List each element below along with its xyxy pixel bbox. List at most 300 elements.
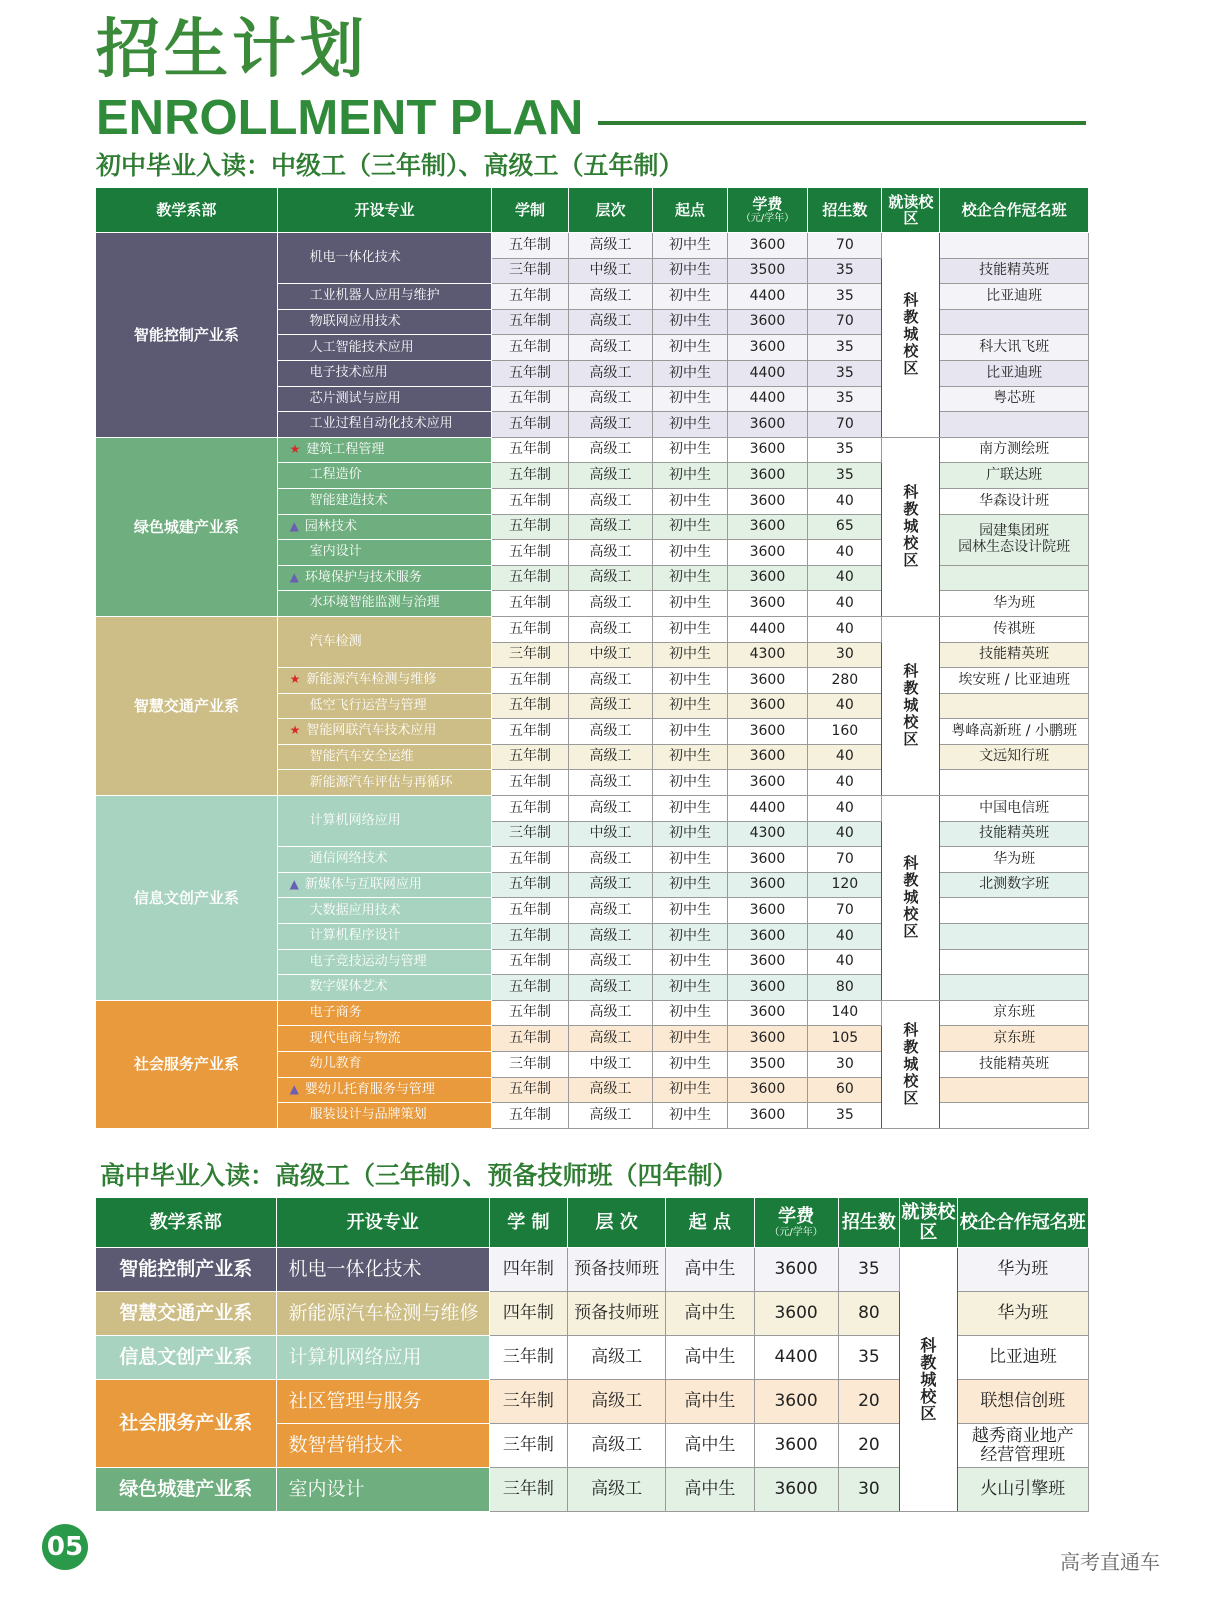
- system-cell: 三年制: [492, 642, 568, 668]
- start-cell: 初中生: [653, 719, 727, 745]
- coop-cell: [940, 1077, 1089, 1103]
- page-title-zh: 招生计划: [96, 13, 368, 87]
- quota-cell: 70: [808, 412, 882, 438]
- quota-cell: 35: [808, 335, 882, 361]
- fee-cell: 3600: [727, 847, 808, 873]
- start-cell: 初中生: [653, 1000, 727, 1026]
- level-cell: 高级工: [568, 796, 653, 822]
- fee-cell: 3600: [754, 1248, 838, 1292]
- major-label: 机电一体化技术: [309, 249, 401, 265]
- fee-cell: 3600: [727, 1000, 808, 1026]
- campus-cell: [882, 796, 940, 1001]
- system-cell: 五年制: [492, 847, 568, 873]
- fee-cell: 4400: [727, 360, 808, 386]
- table-header-row: [96, 188, 1089, 233]
- coop-cell: [940, 233, 1089, 259]
- system-cell: 三年制: [492, 258, 568, 284]
- quota-cell: 120: [808, 872, 882, 898]
- major-label: 服装设计与品牌策划: [309, 1107, 427, 1123]
- major-cell: 机电一体化技术: [276, 1248, 489, 1292]
- major-label: 数字媒体艺术: [309, 979, 388, 995]
- triangle-icon: ▲: [289, 1081, 299, 1096]
- system-cell: 五年制: [492, 1000, 568, 1026]
- system-cell: 四年制: [489, 1248, 567, 1292]
- coop-cell: 火山引擎班: [957, 1468, 1088, 1512]
- dept-cell: 信息文创产业系: [96, 1336, 277, 1380]
- quota-cell: 40: [808, 540, 882, 566]
- quota-cell: 65: [808, 514, 882, 540]
- major-cell: 室内设计: [276, 1468, 489, 1512]
- start-cell: 初中生: [653, 744, 727, 770]
- fee-label: 学费: [752, 195, 783, 214]
- quota-cell: 40: [808, 821, 882, 847]
- level-cell: 高级工: [568, 360, 653, 386]
- level-cell: 高级工: [568, 591, 653, 617]
- system-cell: 五年制: [492, 309, 568, 335]
- fee-cell: 3600: [727, 412, 808, 438]
- fee-cell: 3600: [727, 1026, 808, 1052]
- page-number: 05: [42, 1524, 88, 1570]
- coop-cell: [940, 693, 1089, 719]
- fee-cell: 3600: [727, 591, 808, 617]
- quota-cell: 30: [808, 642, 882, 668]
- major-label: 计算机程序设计: [309, 928, 401, 944]
- system-cell: 五年制: [492, 872, 568, 898]
- coop-cell: 粤芯班: [940, 386, 1089, 412]
- major-cell: 新能源汽车检测与维修: [276, 1292, 489, 1336]
- fee-cell: 3600: [727, 309, 808, 335]
- major-cell: [277, 463, 492, 489]
- start-cell: 初中生: [653, 233, 727, 259]
- coop-cell: [940, 412, 1089, 438]
- level-cell: 高级工: [568, 975, 653, 1001]
- start-cell: 初中生: [653, 616, 727, 642]
- campus-label: 科教城校区: [903, 854, 919, 941]
- start-cell: 高中生: [666, 1248, 754, 1292]
- col-start: 起 点: [666, 1198, 754, 1248]
- coop-cell: 广联达班: [940, 463, 1089, 489]
- level-cell: 高级工: [567, 1336, 665, 1380]
- start-cell: 初中生: [653, 540, 727, 566]
- fee-unit: （元/学年）: [740, 212, 795, 224]
- start-cell: 初中生: [653, 642, 727, 668]
- system-cell: 五年制: [492, 360, 568, 386]
- level-cell: 高级工: [568, 565, 653, 591]
- level-cell: 中级工: [568, 258, 653, 284]
- major-cell: [277, 744, 492, 770]
- major-cell: 数智营销技术: [276, 1424, 489, 1468]
- fee-cell: 4300: [727, 642, 808, 668]
- level-cell: 高级工: [568, 616, 653, 642]
- fee-cell: 3600: [727, 975, 808, 1001]
- campus-cell: [882, 1000, 940, 1128]
- major-cell: [277, 335, 492, 361]
- level-cell: 高级工: [568, 1000, 653, 1026]
- coop-cell: 埃安班 / 比亚迪班: [940, 668, 1089, 694]
- major-label: 幼儿教育: [309, 1056, 362, 1072]
- quota-cell: 35: [808, 284, 882, 310]
- enrollment-table-junior: [95, 187, 1089, 1129]
- fee-cell: 4400: [727, 284, 808, 310]
- table-header-row: [96, 1198, 1089, 1248]
- fee-cell: 3600: [727, 1103, 808, 1129]
- start-cell: 初中生: [653, 821, 727, 847]
- fee-cell: 3600: [727, 898, 808, 924]
- start-cell: 初中生: [653, 924, 727, 950]
- col-coop: 校企合作冠名班: [957, 1198, 1088, 1248]
- quota-cell: 35: [808, 437, 882, 463]
- table-row: [96, 616, 1089, 642]
- col-quota: 招生数: [808, 188, 882, 233]
- major-cell: [277, 386, 492, 412]
- col-quota: 招生数: [838, 1198, 900, 1248]
- major-cell: [277, 1077, 492, 1103]
- major-label: 建筑工程管理: [306, 441, 385, 457]
- start-cell: 初中生: [653, 898, 727, 924]
- coop-cell: 华森设计班: [940, 488, 1089, 514]
- major-cell: [277, 949, 492, 975]
- table-row: [96, 1248, 1089, 1292]
- major-label: 电子商务: [309, 1004, 362, 1020]
- major-cell: [277, 975, 492, 1001]
- major-cell: [277, 924, 492, 950]
- coop-cell: [940, 309, 1089, 335]
- quota-cell: 20: [838, 1424, 900, 1468]
- campus-label: 科教城校区: [920, 1336, 937, 1423]
- col-fee: [754, 1198, 838, 1248]
- start-cell: 初中生: [653, 770, 727, 796]
- fee-cell: 3600: [727, 335, 808, 361]
- level-cell: 预备技师班: [567, 1292, 665, 1336]
- level-cell: 高级工: [568, 872, 653, 898]
- system-cell: 五年制: [492, 463, 568, 489]
- fee-label: 学费: [778, 1206, 815, 1228]
- system-cell: 五年制: [492, 412, 568, 438]
- major-label: 芯片测试与应用: [309, 390, 401, 406]
- major-label: 园林技术: [304, 518, 357, 534]
- quota-cell: 60: [808, 1077, 882, 1103]
- coop-cell: [940, 565, 1089, 591]
- level-cell: 高级工: [568, 284, 653, 310]
- coop-cell: 京东班: [940, 1000, 1089, 1026]
- quota-cell: 35: [838, 1336, 900, 1380]
- coop-cell: 中国电信班: [940, 796, 1089, 822]
- level-cell: 高级工: [568, 335, 653, 361]
- level-cell: 高级工: [568, 1026, 653, 1052]
- system-cell: 五年制: [492, 540, 568, 566]
- major-cell: [277, 668, 492, 694]
- quota-cell: 80: [808, 975, 882, 1001]
- col-dept: 教学系部: [96, 1198, 277, 1248]
- quota-cell: 70: [808, 309, 882, 335]
- fee-cell: 3600: [727, 514, 808, 540]
- major-cell: [277, 233, 492, 284]
- level-cell: 高级工: [568, 719, 653, 745]
- start-cell: 高中生: [666, 1336, 754, 1380]
- major-cell: [277, 360, 492, 386]
- start-cell: 初中生: [653, 1026, 727, 1052]
- level-cell: 高级工: [568, 668, 653, 694]
- col-start: 起点: [653, 188, 727, 233]
- fee-cell: 3600: [727, 719, 808, 745]
- system-cell: 四年制: [489, 1292, 567, 1336]
- system-cell: 三年制: [492, 1052, 568, 1078]
- start-cell: 高中生: [666, 1292, 754, 1336]
- system-cell: 五年制: [492, 386, 568, 412]
- fee-cell: 3600: [727, 693, 808, 719]
- col-system: 学制: [492, 188, 568, 233]
- quota-cell: 40: [808, 796, 882, 822]
- start-cell: 初中生: [653, 386, 727, 412]
- campus-cell: [882, 437, 940, 616]
- coop-cell: 比亚迪班: [940, 284, 1089, 310]
- start-cell: 初中生: [653, 1103, 727, 1129]
- major-cell: [277, 770, 492, 796]
- start-cell: 初中生: [653, 872, 727, 898]
- watermark: 高考直通车: [1060, 1550, 1160, 1574]
- start-cell: 初中生: [653, 975, 727, 1001]
- major-label: 大数据应用技术: [309, 902, 401, 918]
- major-cell: [277, 514, 492, 540]
- quota-cell: 40: [808, 693, 882, 719]
- major-cell: [277, 437, 492, 463]
- major-label: 现代电商与物流: [309, 1030, 401, 1046]
- fee-cell: 3600: [727, 233, 808, 259]
- major-cell: [277, 898, 492, 924]
- system-cell: 五年制: [492, 924, 568, 950]
- dept-cell: 社会服务产业系: [96, 1380, 277, 1468]
- dept-cell: 社会服务产业系: [96, 1000, 278, 1128]
- system-cell: 三年制: [492, 821, 568, 847]
- quota-cell: 40: [808, 770, 882, 796]
- triangle-icon: ▲: [289, 518, 299, 533]
- level-cell: 高级工: [568, 437, 653, 463]
- major-cell: [277, 693, 492, 719]
- fee-cell: 3500: [727, 1052, 808, 1078]
- major-label: 电子竞技运动与管理: [309, 953, 427, 969]
- fee-cell: 3600: [727, 565, 808, 591]
- coop-cell: 传祺班: [940, 616, 1089, 642]
- fee-cell: 3600: [727, 668, 808, 694]
- dept-cell: 绿色城建产业系: [96, 437, 278, 616]
- system-cell: 三年制: [489, 1424, 567, 1468]
- col-level: 层 次: [567, 1198, 665, 1248]
- coop-cell: 北测数字班: [940, 872, 1089, 898]
- quota-cell: 40: [808, 565, 882, 591]
- level-cell: 中级工: [568, 821, 653, 847]
- major-label: 工程造价: [309, 467, 362, 483]
- fee-unit: （元/学年）: [769, 1226, 823, 1238]
- major-label: 新能源汽车评估与再循环: [309, 774, 453, 790]
- system-cell: 五年制: [492, 514, 568, 540]
- major-cell: 社区管理与服务: [276, 1380, 489, 1424]
- quota-cell: 35: [808, 360, 882, 386]
- enrollment-table-senior: [95, 1197, 1089, 1512]
- fee-cell: 4400: [727, 616, 808, 642]
- quota-cell: 30: [838, 1468, 900, 1512]
- level-cell: 高级工: [568, 488, 653, 514]
- fee-cell: 4300: [727, 821, 808, 847]
- quota-cell: 30: [808, 1052, 882, 1078]
- major-cell: [277, 540, 492, 566]
- col-level: 层次: [568, 188, 653, 233]
- major-label: 室内设计: [309, 544, 362, 560]
- fee-cell: 4400: [727, 386, 808, 412]
- level-cell: 预备技师班: [567, 1248, 665, 1292]
- major-label: 人工智能技术应用: [309, 339, 414, 355]
- start-cell: 初中生: [653, 668, 727, 694]
- quota-cell: 160: [808, 719, 882, 745]
- system-cell: 五年制: [492, 437, 568, 463]
- start-cell: 初中生: [653, 463, 727, 489]
- level-cell: 高级工: [567, 1380, 665, 1424]
- coop-cell: [940, 770, 1089, 796]
- major-label: 汽车检测: [309, 633, 362, 649]
- section2-subtitle: 高中毕业入读：高级工（三年制）、预备技师班（四年制）: [100, 1161, 738, 1190]
- start-cell: 初中生: [653, 335, 727, 361]
- coop-cell: [940, 975, 1089, 1001]
- major-label: 新媒体与互联网应用: [304, 876, 422, 892]
- campus-cell: [882, 233, 940, 438]
- start-cell: 初中生: [653, 437, 727, 463]
- major-cell: [277, 1103, 492, 1129]
- campus-label: 科教城校区: [903, 1020, 919, 1107]
- coop-cell: [940, 949, 1089, 975]
- coop-cell: 粤峰高新班 / 小鹏班: [940, 719, 1089, 745]
- major-label: 通信网络技术: [309, 851, 388, 867]
- major-label: 低空飞行运营与管理: [309, 697, 427, 713]
- system-cell: 五年制: [492, 693, 568, 719]
- fee-cell: 3500: [727, 258, 808, 284]
- quota-cell: 40: [808, 488, 882, 514]
- level-cell: 高级工: [568, 693, 653, 719]
- start-cell: 初中生: [653, 360, 727, 386]
- coop-cell: 越秀商业地产 经营管理班: [957, 1424, 1088, 1468]
- start-cell: 初中生: [653, 1052, 727, 1078]
- table-row: [96, 1000, 1089, 1026]
- level-cell: 高级工: [568, 1077, 653, 1103]
- major-cell: [277, 847, 492, 873]
- quota-cell: 40: [808, 924, 882, 950]
- level-cell: 高级工: [568, 898, 653, 924]
- col-major: 开设专业: [277, 188, 492, 233]
- system-cell: 五年制: [492, 233, 568, 259]
- start-cell: 初中生: [653, 284, 727, 310]
- quota-cell: 70: [808, 898, 882, 924]
- campus-label: 科教城校区: [903, 662, 919, 749]
- start-cell: 初中生: [653, 847, 727, 873]
- system-cell: 五年制: [492, 719, 568, 745]
- system-cell: 五年制: [492, 744, 568, 770]
- quota-cell: 40: [808, 744, 882, 770]
- major-label: 智能汽车安全运维: [309, 749, 414, 765]
- quota-cell: 35: [808, 386, 882, 412]
- col-campus: 就读校区: [882, 188, 940, 233]
- start-cell: 高中生: [666, 1424, 754, 1468]
- start-cell: 初中生: [653, 412, 727, 438]
- major-label: 物联网应用技术: [309, 313, 401, 329]
- start-cell: 初中生: [653, 309, 727, 335]
- table-row: [96, 437, 1089, 463]
- table-row: [96, 233, 1089, 259]
- system-cell: 五年制: [492, 1103, 568, 1129]
- level-cell: 中级工: [568, 642, 653, 668]
- system-cell: 五年制: [492, 1026, 568, 1052]
- major-cell: [277, 412, 492, 438]
- coop-cell: 文远知行班: [940, 744, 1089, 770]
- col-dept: 教学系部: [96, 188, 278, 233]
- level-cell: 高级工: [568, 309, 653, 335]
- system-cell: 五年制: [492, 898, 568, 924]
- level-cell: 高级工: [568, 233, 653, 259]
- fee-cell: 3600: [727, 744, 808, 770]
- system-cell: 五年制: [492, 565, 568, 591]
- system-cell: 三年制: [489, 1468, 567, 1512]
- level-cell: 高级工: [568, 514, 653, 540]
- campus-label: 科教城校区: [903, 483, 919, 570]
- dept-cell: 智慧交通产业系: [96, 616, 278, 795]
- campus-cell: [882, 616, 940, 795]
- coop-cell: 华为班: [957, 1248, 1088, 1292]
- quota-cell: 70: [808, 233, 882, 259]
- coop-cell: 华为班: [940, 847, 1089, 873]
- level-cell: 高级工: [568, 540, 653, 566]
- start-cell: 初中生: [653, 591, 727, 617]
- start-cell: 初中生: [653, 565, 727, 591]
- major-label: 计算机网络应用: [309, 813, 401, 828]
- dept-cell: 绿色城建产业系: [96, 1468, 277, 1512]
- major-cell: [277, 1052, 492, 1078]
- level-cell: 高级工: [568, 1103, 653, 1129]
- dept-cell: 智能控制产业系: [96, 1248, 277, 1292]
- coop-cell: 技能精英班: [940, 1052, 1089, 1078]
- system-cell: 五年制: [492, 591, 568, 617]
- quota-cell: 35: [808, 463, 882, 489]
- fee-cell: 3600: [754, 1468, 838, 1512]
- start-cell: 高中生: [666, 1380, 754, 1424]
- coop-cell: 技能精英班: [940, 821, 1089, 847]
- major-cell: [277, 591, 492, 617]
- col-coop: 校企合作冠名班: [940, 188, 1089, 233]
- major-cell: [277, 565, 492, 591]
- triangle-icon: ▲: [289, 876, 299, 891]
- star-icon: ★: [289, 441, 301, 456]
- start-cell: 初中生: [653, 514, 727, 540]
- major-label: 婴幼儿托育服务与管理: [304, 1081, 435, 1097]
- system-cell: 五年制: [492, 1077, 568, 1103]
- col-system: 学 制: [489, 1198, 567, 1248]
- level-cell: 高级工: [568, 949, 653, 975]
- quota-cell: 35: [808, 1103, 882, 1129]
- dept-cell: 信息文创产业系: [96, 796, 278, 1001]
- level-cell: 高级工: [568, 412, 653, 438]
- major-cell: [277, 796, 492, 847]
- quota-cell: 40: [808, 949, 882, 975]
- coop-cell: 京东班: [940, 1026, 1089, 1052]
- system-cell: 五年制: [492, 975, 568, 1001]
- quota-cell: 35: [838, 1248, 900, 1292]
- fee-cell: 3600: [754, 1380, 838, 1424]
- quota-cell: 80: [838, 1292, 900, 1336]
- major-cell: [277, 309, 492, 335]
- quota-cell: 35: [808, 258, 882, 284]
- major-cell: 计算机网络应用: [276, 1336, 489, 1380]
- coop-cell: [940, 898, 1089, 924]
- start-cell: 初中生: [653, 693, 727, 719]
- system-cell: 五年制: [492, 796, 568, 822]
- fee-cell: 3600: [754, 1292, 838, 1336]
- quota-cell: 40: [808, 591, 882, 617]
